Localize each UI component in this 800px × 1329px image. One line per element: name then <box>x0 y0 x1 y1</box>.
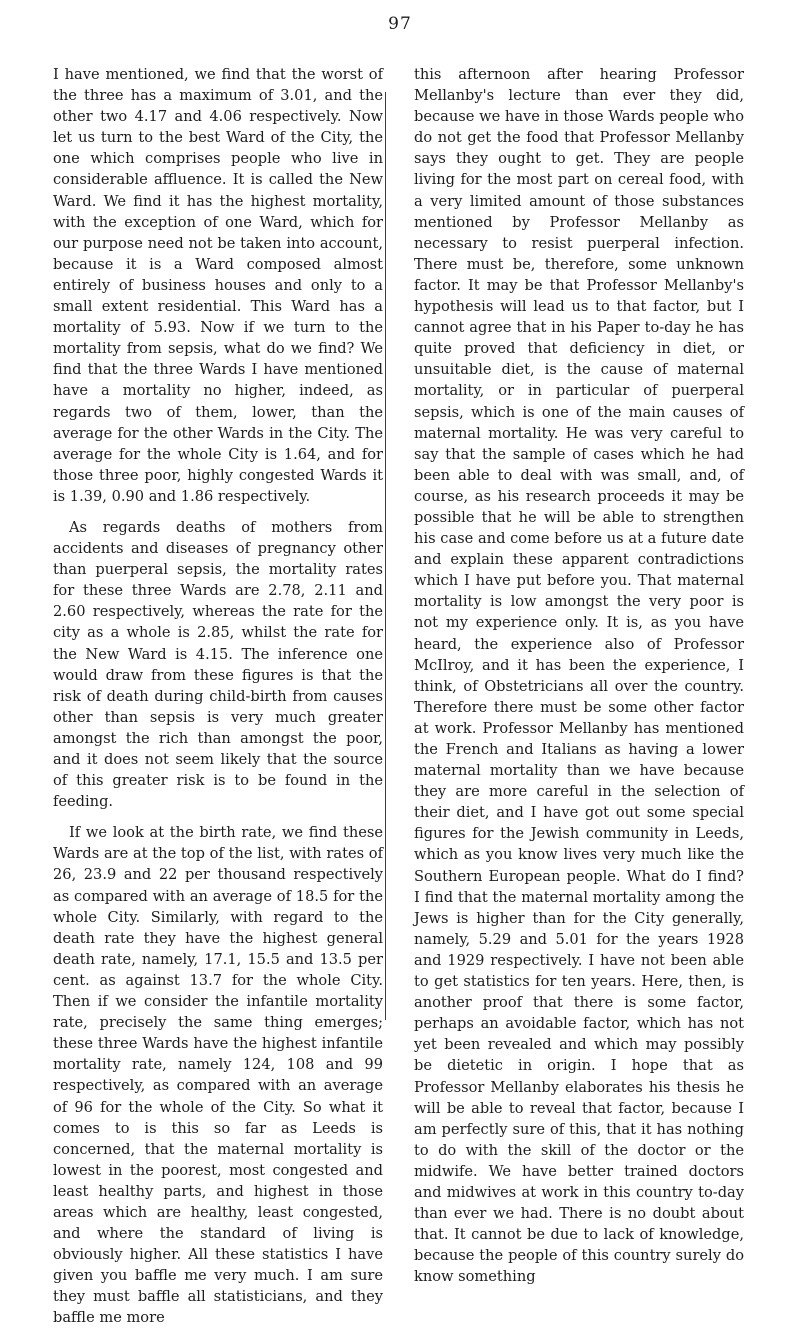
column-divider <box>385 92 386 1020</box>
right-paragraph-1: this afternoon after hearing Professor Mellanby's lecture than ever they did, because we have in those Wards people who do not get the food that Professor Mellanby says they ought to get. They are people living for the most part on cereal food, with a very limited amount of those substances mentioned by Professor Mellanby as necessary to resist puerperal infection. There must be, therefore, some unknown factor. It may be that Professor Mellanby's hypothesis will lead us to that factor, but I cannot agree that in his Paper to-day he has quite proved that deficiency in diet, or unsuitable diet, is the cause of maternal mortality, or in particular of puerperal sepsis, which is one of the main causes of maternal mortality. He was very careful to say that the sample of cases which he had been able to deal with was small, and, of course, as his research proceeds it may be possible that he will be able to strengthen his case and come before us at a future date and explain these apparent contradictions which I have put before you. That maternal mortality is low amongst the very poor is not my experience only. It is, as you have heard, the experience also of Professor McIlroy, and it has been the experience, I think, of Obstetricians all over the country. Therefore there must be some other factor at work. Professor Mellanby has mentioned the French and Italians as having a lower maternal mortality than we have because they are more careful in the selection of their diet, and I have got out some special figures for the Jewish community in Leeds, which as you know lives very much like the Southern European people. What do I find? I find that the maternal mortality among the Jews is higher than for the City generally, namely, 5.29 and 5.01 for the years 1928 and 1929 respectively. I have not been able to get statistics for ten years. Here, then, is another proof that there is some factor, perhaps an avoidable factor, which has not yet been revealed and which may possibly be dietetic in origin. I hope that as Professor Mellanby elaborates his thesis he will be able to reveal that factor, because I am perfectly sure of this, that it has nothing to do with the skill of the doctor or the midwife. We have better trained doctors and midwives at work in this country to-day than ever we had. There is no doubt about that. It cannot be due to lack of knowledge, because the people of this country surely do know something <box>414 66 744 1286</box>
left-paragraph-3: If we look at the birth rate, we find these Wards are at the top of the list, with rates of 26, 23.9 and 22 per thousand respectively as compared with an average of 18.5 for the whole City. Similarly, with regard to the death rate they have the highest general death rate, namely, 17.1, 15.5 and 13.5 per cent. as against 13.7 for the whole City. Then if we consider the infantile mortality rate, precisely the same thing emerges; these three Wards have the highest infantile mortality rate, namely 124, 108 and 99 respectively, as compared with an average of 96 for the whole of the City. So what it comes to is this so far as Leeds is concerned, that the maternal mortality is lowest in the poorest, most congested and least healthy parts, and highest in those areas which are healthy, least congested, and where the standard of living is obviously higher. All these statistics I have given you baffle me very much. I am sure they must baffle all statisticians, and they baffle me more <box>53 824 383 1327</box>
page-number: 97 <box>388 14 412 34</box>
left-paragraph-2: As regards deaths of mothers from accidents and diseases of pregnancy other than puerperal sepsis, the mortality rates for these three Wards are 2.78, 2.11 and 2.60 respectively, whereas the rate for the city as a whole is 2.85, whilst the rate for the New Ward is 4.15. The inference one would draw from these figures is that the risk of death during child-birth from causes other than sepsis is very much greater amongst the rich than amongst the poor, and it does not seem likely that the source of this greater risk is to be found in the feeding. <box>53 518 383 811</box>
left-column <box>53 64 383 1329</box>
left-paragraph-1: I have mentioned, we find that the worst of the three has a maximum of 3.01, and the other two 4.17 and 4.06 respectively. Now let us turn to the best Ward of the City, the one which comprises people who live in considerable affluence. It is called the New Ward. We find it has the highest mortality, with the exception of one Ward, which for our purpose need not be taken into account, because it is a Ward composed almost entirely of business houses and only to a small extent residential. This Ward has a mortality of 5.93. Now if we turn to the mortality from sepsis, what do we find? We find that the three Wards I have mentioned have a mortality no higher, indeed, as regards two of them, lower, than the average for the other Wards in the City. The average for the whole City is 1.64, and for those three poor, highly congested Wards it is 1.39, 0.90 and 1.86 respectively. <box>53 66 383 505</box>
right-column <box>414 64 744 1287</box>
